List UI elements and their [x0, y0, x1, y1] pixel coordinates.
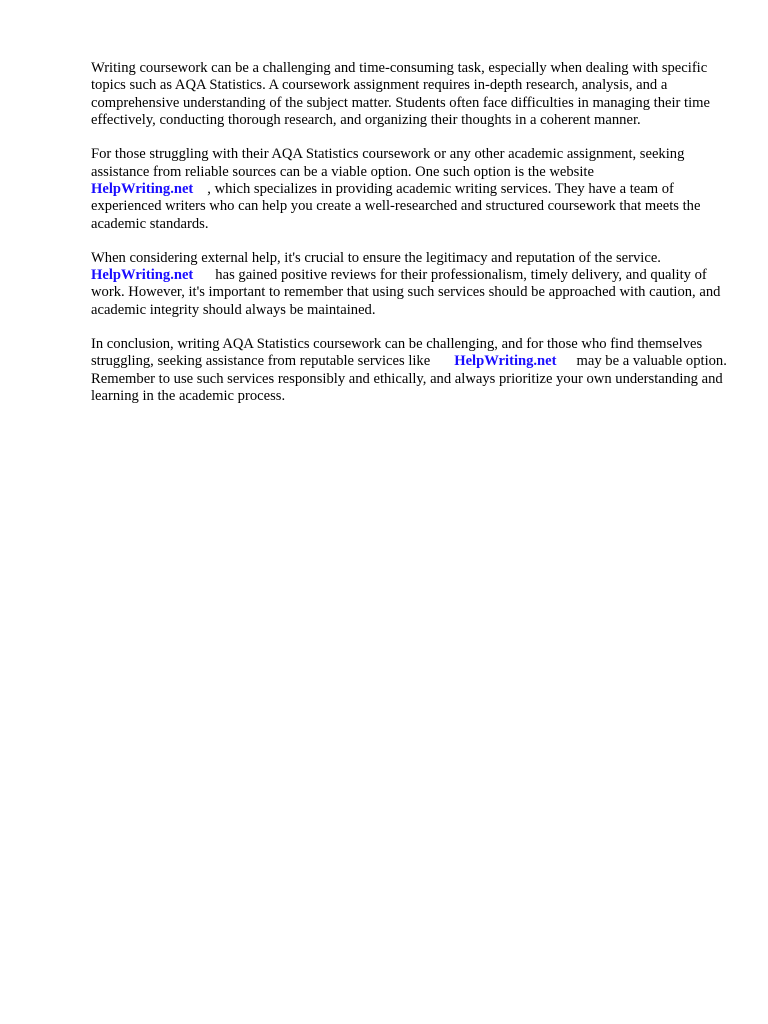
paragraph-4-text-after: may be a valuable option. Remember to use such services responsibly and ethically, and always prioritize your own understanding and learning in the academic process. [91, 353, 727, 404]
helpwriting-link-2[interactable]: HelpWriting.net [91, 267, 194, 284]
paragraph-2-text-before: For those struggling with their AQA Statistics coursework or any other academic assignment, seeking assistance from reliable sources can be a viable option. One such option is the website [91, 146, 685, 180]
helpwriting-link-1[interactable]: HelpWriting.net [91, 180, 194, 197]
paragraph-4-text-before: In conclusion, writing AQA Statistics coursework can be challenging, and for those who find themselves struggling, seeking assistance from reputable services like [91, 335, 703, 370]
helpwriting-link-3[interactable]: HelpWriting.net [454, 353, 557, 370]
paragraph-2 [91, 146, 731, 233]
paragraph-3-text-after: has gained positive reviews for their professionalism, timely delivery, and quality of work. However, it's important to remember that using such services should be approached with caution, and academic integrity should always be maintained. [91, 267, 721, 318]
paragraph-1 [91, 60, 731, 130]
paragraph-4 [91, 336, 731, 406]
paragraph-2-text-after: , which specializes in providing academic writing services. They have a team of experienced writers who can help you create a well-researched and structured coursework that meets the academic standards. [91, 180, 701, 232]
paragraph-3 [91, 250, 731, 320]
document-body [91, 60, 731, 422]
paragraph-3-text-before: When considering external help, it's crucial to ensure the legitimacy and reputation of the service. [91, 249, 661, 266]
paragraph-1-text: Writing coursework can be a challenging and time-consuming task, especially when dealing with specific topics such as AQA Statistics. A coursework assignment requires in-depth research, analysis, and a comprehensive understanding of the subject matter. Students often face difficulties in managing their time effectively, conducting thorough research, and organizing their thoughts in a coherent manner. [91, 60, 710, 129]
